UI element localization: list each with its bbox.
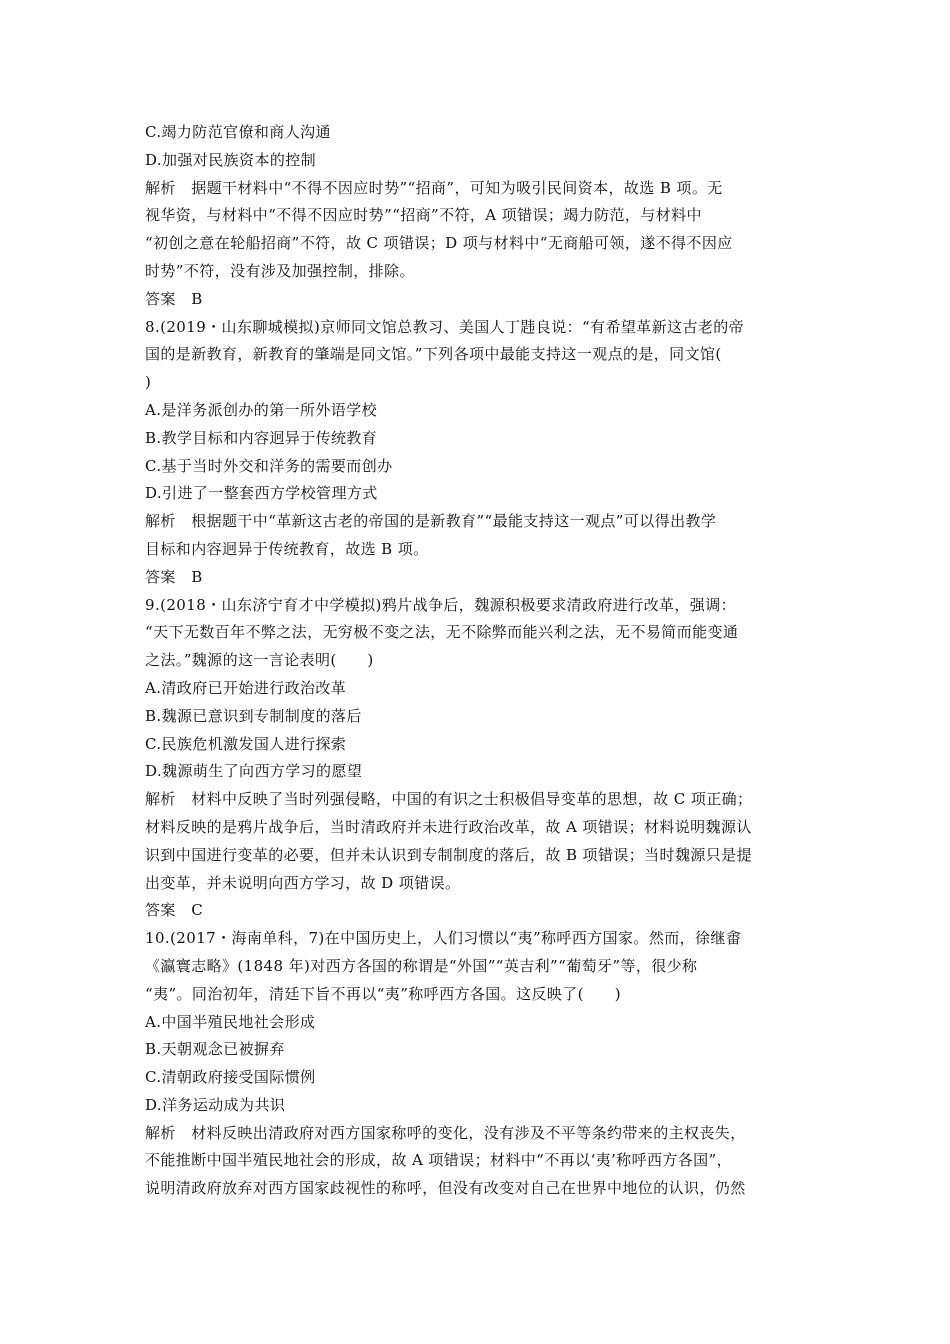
analysis-line: 材料反映的是鸦片战争后，当时清政府并未进行政治改革，故 A 项错误；材料说明魏源认: [145, 817, 752, 836]
option-a-line: A.中国半殖民地社会形成: [145, 1012, 316, 1031]
answer-line: 答案 B: [145, 567, 203, 586]
document-page: [145, 119, 820, 1203]
analysis-line: 解析 据题干材料中“不得不因应时势”“招商”，可知为吸引民间资本，故选 B 项。无: [145, 178, 723, 197]
option-d-line: D.魏源萌生了向西方学习的愿望: [145, 762, 363, 781]
analysis-line: 视华资，与材料中“不得不因应时势”“招商”不符，A 项错误；竭力防范，与材料中: [145, 206, 702, 225]
analysis-line: 出变革，并未说明向西方学习，故 D 项错误。: [145, 873, 461, 892]
option-d-line: D.加强对民族资本的控制: [145, 150, 317, 169]
option-c-line: C.基于当时外交和洋务的需要而创办: [145, 456, 393, 475]
analysis-line: 识到中国进行变革的必要，但并未认识到专制制度的落后，故 B 项错误；当时魏源只是提: [145, 845, 752, 864]
analysis-line: “初创之意在轮船招商”不符，故 C 项错误；D 项与材料中“无商船可领，遂不得不因应: [145, 234, 733, 253]
option-d-line: D.洋务运动成为共识: [145, 1095, 286, 1114]
analysis-line: 解析 材料反映出清政府对西方国家称呼的变化，没有涉及不平等条约带来的主权丧失，: [145, 1123, 746, 1142]
question-9-line: 9.(2018・山东济宁育才中学模拟)鸦片战争后，魏源积极要求清政府进行改革，强调：: [145, 595, 736, 614]
answer-line: 答案 B: [145, 289, 203, 308]
analysis-line: 解析 根据题干中“革新这古老的帝国的是新教育”“最能支持这一观点”可以得出教学: [145, 512, 717, 531]
analysis-line: 解析 材料中反映了当时列强侵略，中国的有识之士积极倡导变革的思想，故 C 项正确；: [145, 790, 753, 809]
question-10-line: 《瀛寰志略》(1848 年)对西方各国的称谓是“外国”“英吉利”“葡萄牙”等，很少称: [145, 956, 698, 975]
option-b-line: B.魏源已意识到专制制度的落后: [145, 706, 362, 725]
option-b-line: B.天朝观念已被摒弃: [145, 1040, 285, 1059]
option-a-line: A.清政府已开始进行政治改革: [145, 678, 347, 697]
question-8-line: 国的是新教育，新教育的肇端是同文馆。”下列各项中最能支持这一观点的是，同文馆(: [145, 345, 722, 364]
question-8-line: 8.(2019・山东聊城模拟)京师同文馆总教习、美国人丁韪良说：“有希望革新这古老的帝: [145, 317, 745, 336]
analysis-line: 目标和内容迥异于传统教育，故选 B 项。: [145, 539, 429, 558]
analysis-line: 说明清政府放弃对西方国家歧视性的称呼，但没有改变对自己在世界中地位的认识，仍然: [145, 1179, 746, 1198]
question-9-line: 之法。”魏源的这一言论表明( ): [145, 651, 374, 670]
option-c-line: C.民族危机激发国人进行探索: [145, 734, 347, 753]
analysis-line: 时势”不符，没有涉及加强控制，排除。: [145, 261, 415, 280]
question-10-line: 10.(2017・海南单科，7)在中国历史上，人们习惯以“夷”称呼西方国家。然而，徐继畬: [145, 929, 742, 948]
answer-line: 答案 C: [145, 901, 204, 920]
option-d-line: D.引进了一整套西方学校管理方式: [145, 484, 378, 503]
option-a-line: A.是洋务派创办的第一所外语学校: [145, 400, 378, 419]
question-10-line: “夷”。同治初年，清廷下旨不再以“夷”称呼西方各国。这反映了( ): [145, 984, 621, 1003]
question-8-line: ): [145, 373, 152, 392]
option-c-line: C.清朝政府接受国际惯例: [145, 1068, 316, 1087]
analysis-line: 不能推断中国半殖民地社会的形成，故 A 项错误；材料中“不再以‘夷’称呼西方各国”，: [145, 1151, 733, 1170]
option-c-line: C.竭力防范官僚和商人沟通: [145, 123, 331, 141]
question-9-line: “天下无数百年不弊之法，无穷极不变之法，无不除弊而能兴利之法，无不易简而能变通: [145, 623, 739, 642]
option-b-line: B.教学目标和内容迥异于传统教育: [145, 428, 378, 447]
